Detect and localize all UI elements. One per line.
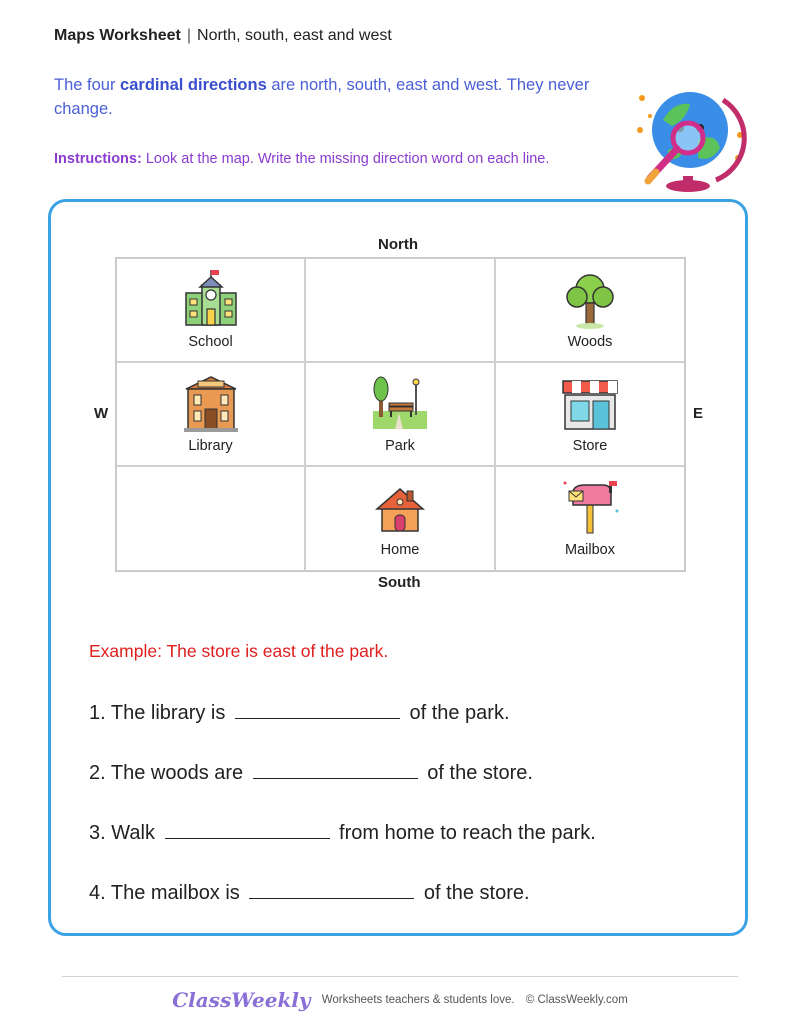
question-3-start: 3. Walk (89, 822, 161, 844)
library-icon (180, 373, 242, 435)
intro-text-start: The four (54, 76, 121, 94)
house-icon (369, 477, 431, 539)
worksheet-title: Maps Worksheet (54, 27, 181, 44)
map-label-school: School (188, 334, 233, 350)
map-cell-mailbox (495, 466, 685, 571)
tree-icon (559, 269, 621, 331)
question-2-start: 2. The woods are (89, 762, 249, 784)
map-label-woods: Woods (567, 334, 613, 350)
question-1-start: 1. The library is (89, 702, 231, 724)
map-cell-home (305, 466, 495, 571)
map-label-park: Park (385, 438, 415, 454)
map-cell-park (305, 362, 495, 466)
question-2 (89, 760, 533, 785)
answer-blank-4[interactable] (249, 880, 414, 899)
store-icon (559, 373, 621, 435)
map-cell-store (495, 362, 685, 466)
question-1 (89, 700, 510, 725)
globe-magnifier-icon (628, 80, 750, 196)
footer-divider (62, 976, 738, 977)
footer (0, 988, 800, 1012)
map-label-library: Library (188, 438, 233, 454)
footer-tagline: Worksheets teachers & students love. (321, 994, 515, 1006)
map-label-store: Store (572, 438, 608, 454)
question-4-end: of the store. (418, 882, 530, 904)
map-grid (115, 257, 686, 572)
worksheet-header (54, 27, 392, 45)
instructions-label: Instructions: (54, 151, 142, 167)
instructions-text: Look at the map. Write the missing direction word on each line. (141, 151, 550, 167)
question-4-start: 4. The mailbox is (89, 882, 246, 904)
intro-highlight: cardinal directions (120, 76, 267, 94)
footer-copyright: © ClassWeekly.com (525, 994, 628, 1006)
question-4 (89, 880, 530, 905)
example-sentence: Example: The store is east of the park. (89, 641, 389, 661)
map-cell-library (116, 362, 305, 466)
worksheet-subtitle: North, south, east and west (197, 27, 392, 44)
intro-text-end: are north, south, east and west. They never change. (54, 76, 590, 118)
instructions (54, 151, 549, 167)
question-3 (89, 820, 596, 845)
school-icon (180, 269, 242, 331)
brand-logo: ClassWeekly (172, 988, 311, 1012)
intro-text (54, 73, 594, 121)
mailbox-icon (559, 477, 621, 539)
map-cell-woods (495, 258, 685, 362)
compass-north: North (378, 236, 418, 253)
answer-blank-2[interactable] (253, 760, 418, 779)
question-2-end: of the store. (421, 762, 533, 784)
question-3-end: from home to reach the park. (333, 822, 596, 844)
map-label-home: Home (380, 542, 420, 558)
compass-east: E (693, 405, 704, 422)
map-cell-empty-north (305, 258, 495, 362)
answer-blank-1[interactable] (235, 700, 400, 719)
compass-south: South (378, 574, 421, 591)
map-cell-school (116, 258, 305, 362)
header-separator: | (186, 27, 192, 44)
answer-blank-3[interactable] (165, 820, 330, 839)
map-label-mailbox: Mailbox (565, 542, 615, 558)
map-cell-empty-southwest (116, 466, 305, 571)
park-icon (369, 373, 431, 435)
question-1-end: of the park. (403, 702, 510, 724)
compass-west: W (94, 405, 109, 422)
